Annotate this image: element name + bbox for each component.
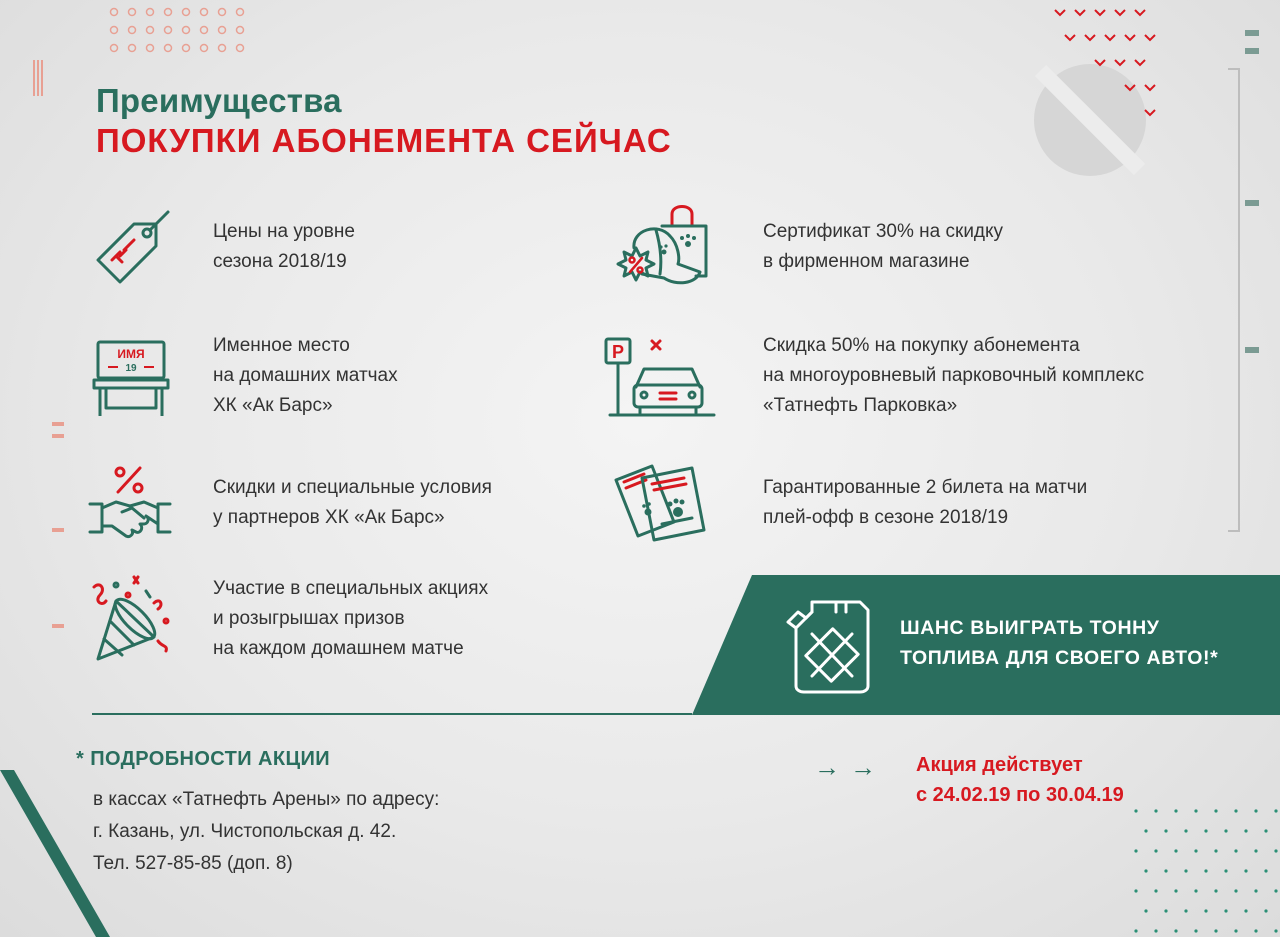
parking-car-icon [604, 335, 718, 421]
page-title-line2: ПОКУПКИ АБОНЕМЕНТА СЕЙЧАС [96, 122, 672, 159]
feature-text: Цены на уровне сезона 2018/19 [213, 221, 355, 272]
feature-text: Гарантированные 2 билета на матчи плей-офф в сезоне 2018/19 [763, 477, 1088, 528]
asterisk-mark: * [76, 748, 85, 770]
dash-decor-red [52, 434, 64, 438]
seat-number-label: 19 [125, 363, 137, 374]
dash-decor-red [52, 528, 64, 532]
dot-grid-decor [1130, 805, 1280, 937]
dash-decor [1245, 30, 1259, 36]
shop-cap-bag-icon [606, 200, 716, 300]
feature-text: Участие в специальных акциях и розыгрышах призов на каждом домашнем матче [213, 578, 489, 659]
named-seat-icon [92, 338, 172, 418]
dash-decor-red [52, 624, 64, 628]
double-arrow-icon: →→ [814, 752, 886, 782]
handshake-percent-icon [88, 462, 172, 542]
red-check-pattern [1050, 0, 1160, 140]
details-heading: * ПОДРОБНОСТИ АКЦИИ [76, 748, 331, 770]
stripe-pattern [32, 60, 46, 96]
dash-decor [1245, 200, 1259, 206]
feature-text: Скидка 50% на покупку абонемента на многоуровневый парковочный комплекс «Татнефть Парковка» [763, 335, 1145, 416]
dot-pattern-top [104, 0, 254, 60]
dash-decor [1245, 48, 1259, 54]
price-tag-icon [90, 208, 174, 292]
dash-decor [1245, 347, 1259, 353]
section-divider [92, 713, 692, 715]
fuel-banner-text: ШАНС ВЫИГРАТЬ ТОННУ ТОПЛИВА ДЛЯ СВОЕГО АВТО!* [900, 617, 1219, 669]
seat-name-label: ИМЯ [117, 347, 145, 361]
dash-decor-red [52, 422, 64, 426]
party-popper-icon [88, 575, 172, 665]
svg-text:P: P [611, 342, 625, 362]
right-bracket-decor [1228, 68, 1240, 532]
tickets-icon [612, 458, 712, 548]
page-title-line1: Преимущества [96, 82, 342, 119]
feature-text: Скидки и специальные условия у партнеров ХК «Ак Барс» [213, 477, 492, 528]
feature-text: Сертификат 30% на скидку в фирменном магазине [763, 221, 1004, 272]
details-body: в кассах «Татнефть Арены» по адресу: г. Казань, ул. Чистопольская д. 42. Тел. 527-85-85 (доп. 8) [93, 789, 440, 874]
fuel-canister-icon [786, 598, 872, 694]
feature-text: Именное место на домашних матчах ХК «Ак Барс» [213, 335, 398, 416]
promo-dates: Акция действует с 24.02.19 по 30.04.19 [916, 754, 1124, 806]
